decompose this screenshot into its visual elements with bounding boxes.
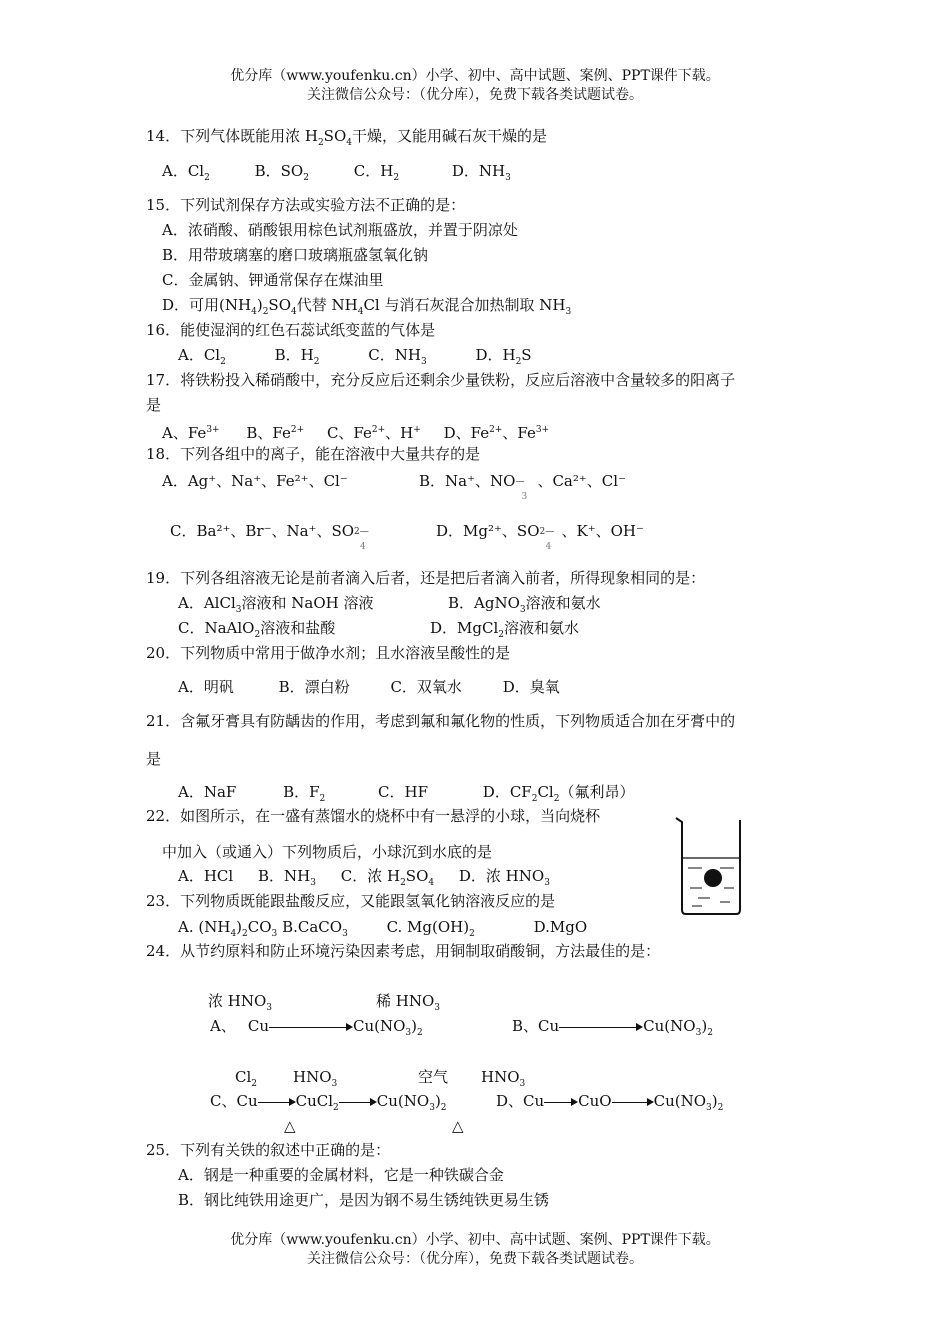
question-24-stem: 24．从节约原料和防止环境污染因素考虑，用铜制取硝酸铜，方法最佳的是： — [146, 942, 661, 960]
question-20-options: A．明矾 B．漂白粉 C．双氧水 D．臭氧 — [178, 678, 560, 696]
question-19-option-c: C．NaAlO$_2$溶液和盐酸 — [178, 619, 336, 640]
heat-symbol-c: △ — [284, 1117, 296, 1135]
question-16-stem: 16．能使湿润的红色石蕊试纸变蓝的气体是 — [146, 321, 436, 339]
arrow-icon — [269, 1022, 353, 1032]
option-d: D．$NH_3$ — [451, 162, 511, 183]
reagent-dilute-hno3: 稀 $HNO_3$ — [376, 992, 441, 1013]
reagent-conc-hno3: 浓 $HNO_3$ — [208, 992, 273, 1013]
question-16-options: A．$Cl_2$ B．$H_2$ C．$NH_3$ D．$H_2S$ — [178, 346, 532, 367]
header-line-2: 关注微信公众号：（优分库），免费下载各类试题试卷。 — [307, 87, 643, 103]
question-21-options: A．NaF B．$F_2$ C．HF D．$CF_2Cl_2$（氟利昂） — [178, 783, 635, 804]
question-15-option-c: C．金属钠、钾通常保存在煤油里 — [162, 271, 384, 289]
route-b: B、Cu $Cu(NO_3)_2$ — [512, 1017, 713, 1038]
question-18-option-b: B．Na⁺、NO— 3 、Ca²⁺、Cl⁻ — [419, 472, 626, 502]
route-c: C、Cu CuCl$_2$ $Cu(NO_3)_2$ — [210, 1092, 447, 1113]
reagent-air: 空气 — [418, 1068, 449, 1086]
option-b: B．$SO_2$ — [254, 162, 309, 183]
question-19-option-d: D．MgCl$_2$溶液和氨水 — [430, 619, 580, 640]
question-23-options: A. $(NH_4)_2CO_3$ B.CaCO$_3$ C. $Mg(OH)_2$ D.MgO — [178, 918, 588, 939]
question-15-option-b: B．用带玻璃塞的磨口玻璃瓶盛氢氧化钠 — [162, 246, 429, 264]
ball-icon — [704, 869, 722, 887]
option-a: A．$Cl_2$ — [162, 162, 210, 183]
question-18-option-c: C．Ba²⁺、Br⁻、Na⁺、SO2— 4 — [170, 522, 369, 552]
arrow-icon — [258, 1097, 296, 1107]
question-14-stem: 14．下列气体既能用浓 $H_2SO_4$干燥，又能用碱石灰干燥的是 — [146, 127, 547, 148]
question-22-stem-cont: 中加入（或通入）下列物质后，小球沉到水底的是 — [162, 843, 493, 861]
question-21-stem-cont: 是 — [146, 750, 162, 768]
question-17-stem: 17．将铁粉投入稀硝酸中，充分反应后还剩余少量铁粉，反应后溶液中含量较多的阳离子 — [146, 371, 736, 389]
question-25-option-a: A．钢是一种重要的金属材料，它是一种铁碳合金 — [178, 1166, 504, 1184]
footer-line-1: 优分库（www.youfenku.cn）小学、初中、高中试题、案例、PPT课件下载。 — [230, 1232, 720, 1248]
question-20-stem: 20．下列物质中常用于做净水剂；且水溶液呈酸性的是 — [146, 644, 511, 662]
arrow-icon — [559, 1022, 643, 1032]
heat-symbol-air: △ — [452, 1117, 464, 1135]
question-19-stem: 19．下列各组溶液无论是前者滴入后者，还是把后者滴入前者，所得现象相同的是： — [146, 569, 706, 587]
question-17-options: A、$Fe^{3+}$ B、$Fe^{2+}$ C、$Fe^{2+}$、H+ D、$Fe^{2+}$、$Fe^{3+}$ — [162, 424, 550, 442]
question-22-options: A．HCl B．$NH_3$ C．浓 $H_2SO_4$ D．浓 $HNO_3$ — [178, 867, 550, 888]
footer-line-2: 关注微信公众号：（优分库），免费下载各类试题试卷。 — [307, 1251, 643, 1267]
question-15-stem: 15．下列试剂保存方法或实验方法不正确的是： — [146, 196, 466, 214]
header-line-1: 优分库（www.youfenku.cn）小学、初中、高中试题、案例、PPT课件下载。 — [230, 68, 720, 84]
question-17-stem-cont: 是 — [146, 396, 162, 414]
question-25-stem: 25．下列有关铁的叙述中正确的是： — [146, 1141, 391, 1159]
question-14-options — [162, 161, 511, 188]
arrow-icon — [544, 1097, 578, 1107]
question-15-option-d: D．可用$(NH_4)_2SO_4$代替 $NH_4Cl$ 与消石灰混合加热制取 $NH_3$ — [162, 296, 572, 317]
question-18-option-a: A．Ag⁺、Na⁺、Fe²⁺、Cl⁻ — [162, 472, 348, 490]
option-c: C．$H_2$ — [353, 162, 400, 183]
reagent-cl2: $Cl_2$ — [235, 1068, 258, 1089]
route-a: A、 Cu $Cu(NO_3)_2$ — [210, 1017, 423, 1038]
question-19-option-a: A．AlCl$_3$溶液和 NaOH 溶液 — [178, 594, 374, 615]
question-15-option-a: A．浓硝酸、硝酸银用棕色试剂瓶盛放，并置于阴凉处 — [162, 221, 518, 239]
arrow-icon — [339, 1097, 377, 1107]
beaker-figure — [672, 814, 750, 918]
question-25-option-b: B．钢比纯铁用途更广，是因为钢不易生锈纯铁更易生锈 — [178, 1191, 550, 1209]
question-18-stem: 18．下列各组中的离子，能在溶液中大量共存的是 — [146, 445, 481, 463]
reagent-hno3-d: $HNO_3$ — [481, 1068, 526, 1089]
route-d: D、Cu CuO $Cu(NO_3)_2$ — [496, 1092, 724, 1113]
arrow-icon — [612, 1097, 654, 1107]
question-23-stem: 23．下列物质既能跟盐酸反应，又能跟氢氧化钠溶液反应的是 — [146, 892, 556, 910]
question-22-stem: 22．如图所示，在一盛有蒸馏水的烧杯中有一悬浮的小球，当向烧杯 — [146, 807, 601, 825]
question-19-option-b: B．AgNO$_3$溶液和氨水 — [448, 594, 601, 615]
question-21-stem: 21．含氟牙膏具有防龋齿的作用，考虑到氟和氟化物的性质，下列物质适合加在牙膏中的 — [146, 712, 736, 730]
reagent-hno3-c: $HNO_3$ — [293, 1068, 338, 1089]
question-18-option-d: D．Mg²⁺、SO2— 4 、K⁺、OH⁻ — [436, 522, 644, 552]
